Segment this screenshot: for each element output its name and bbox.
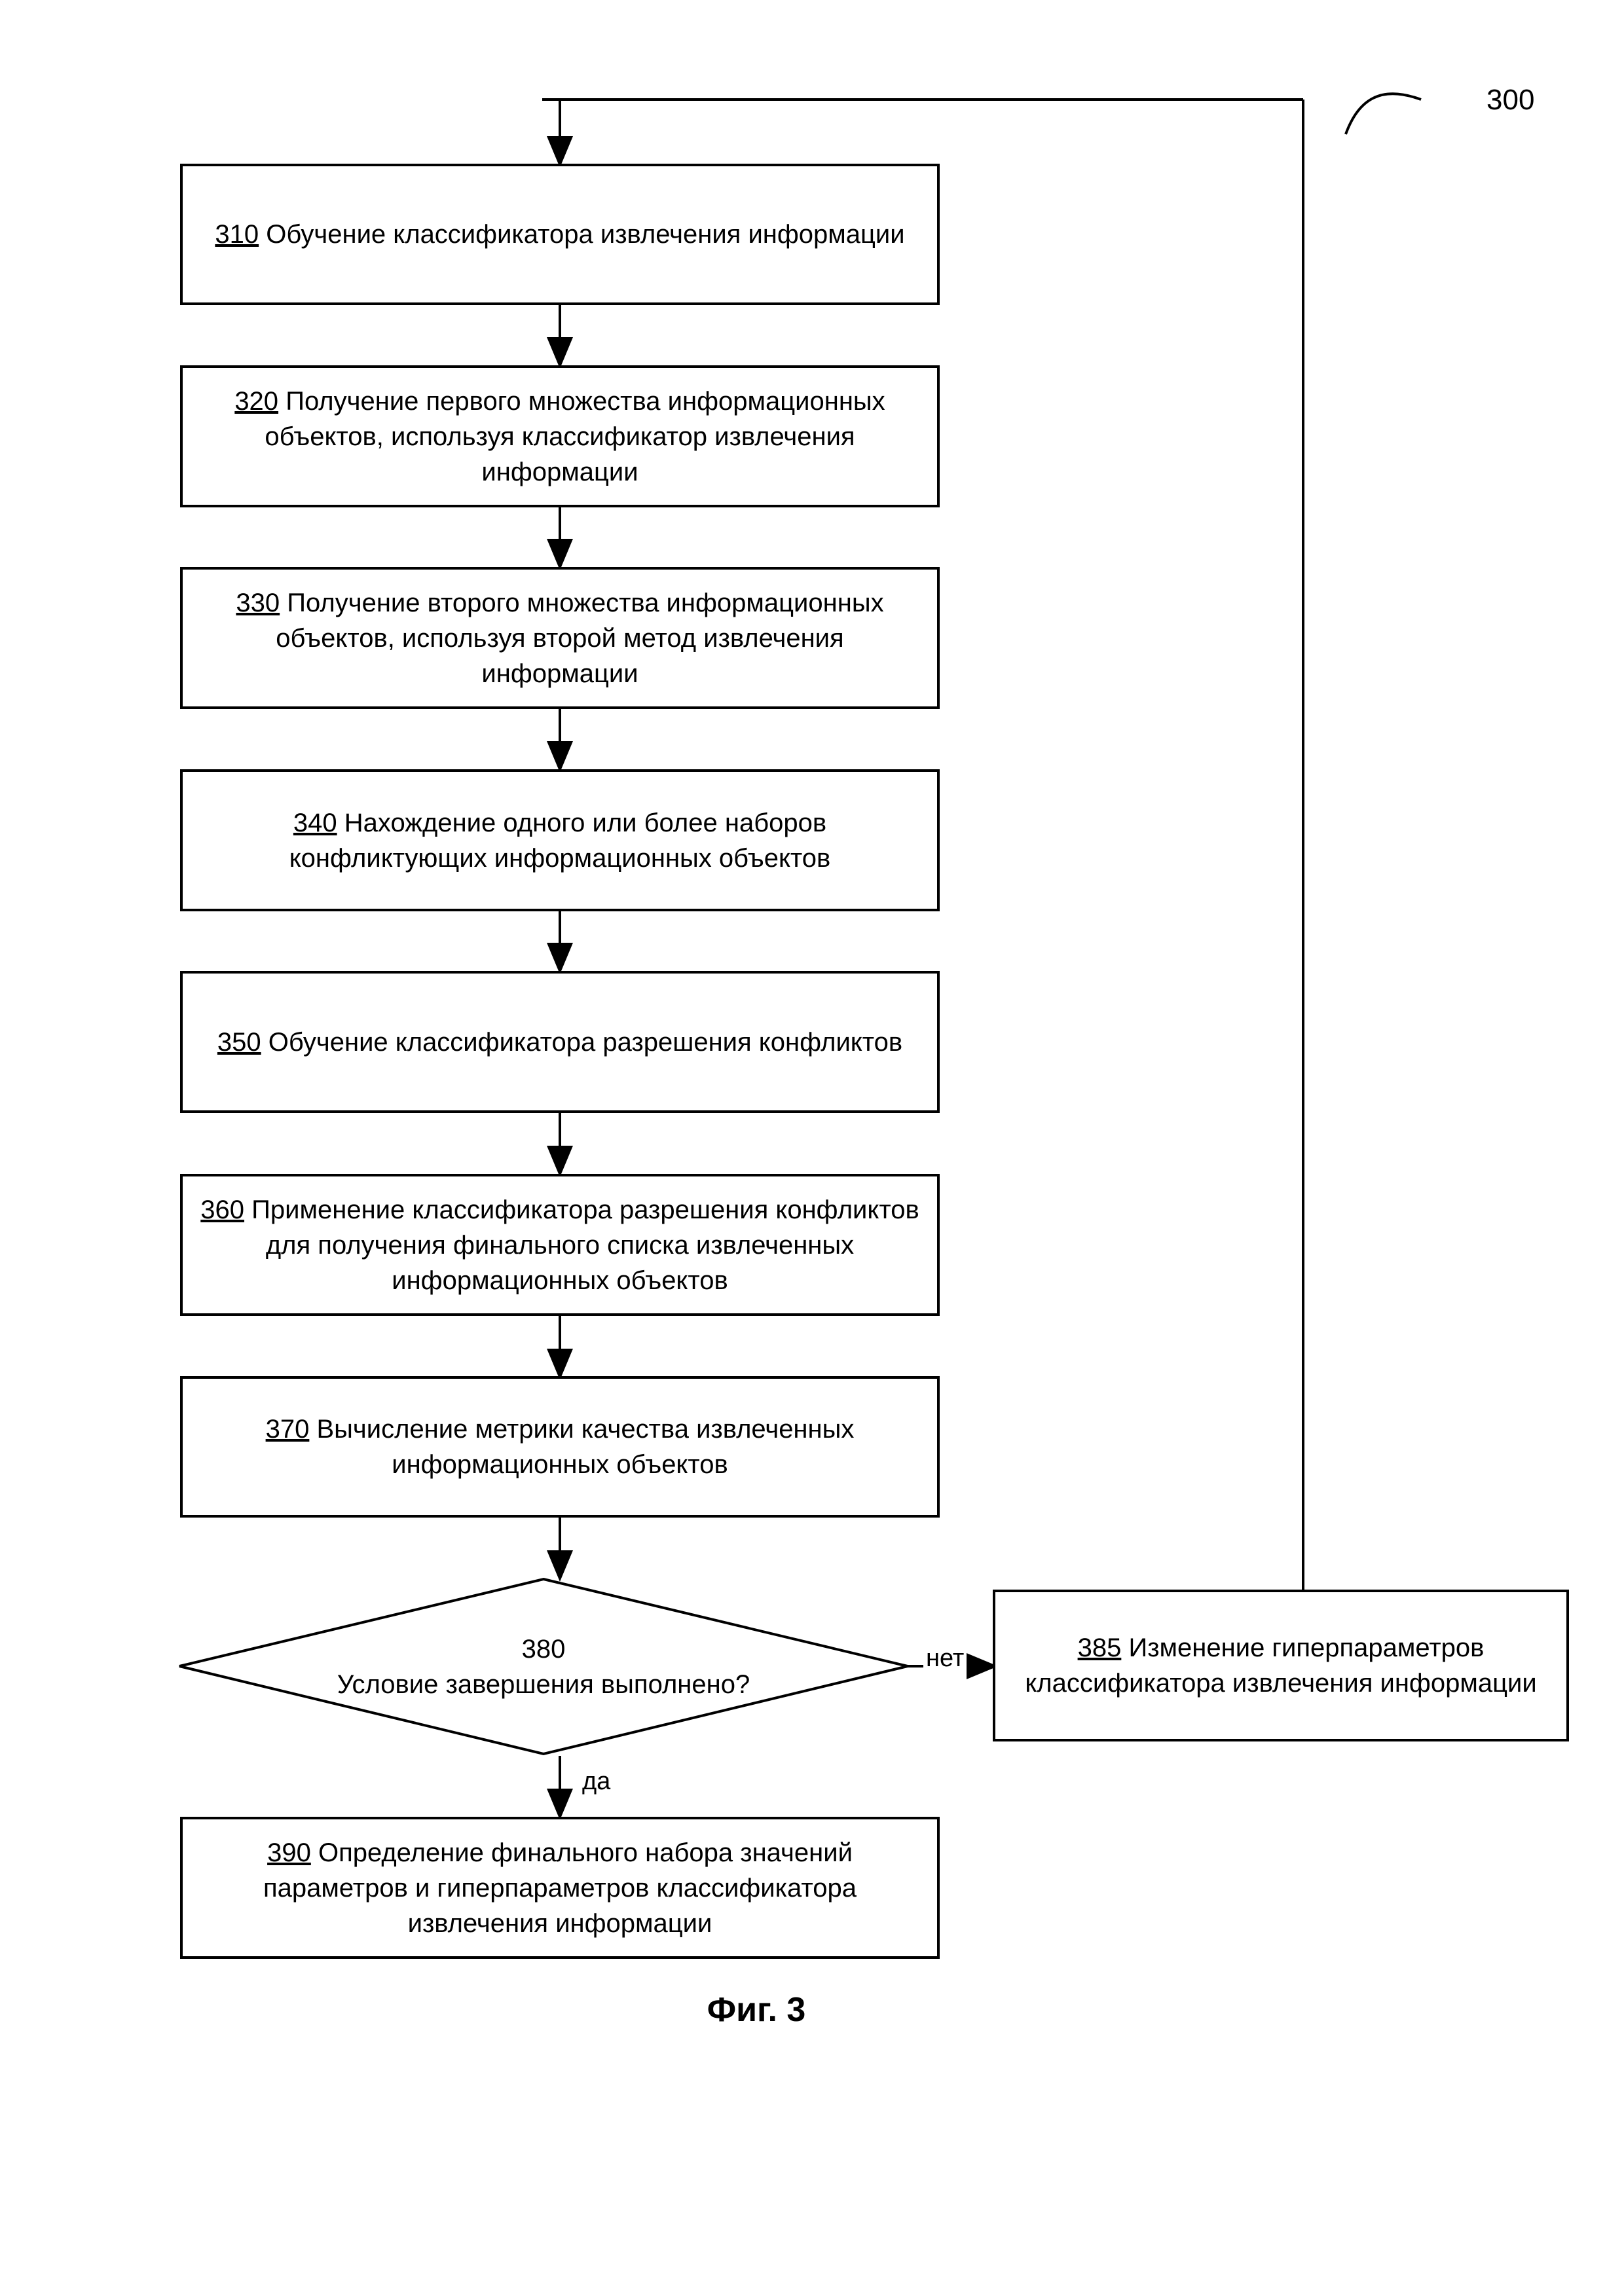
node-320-label: Получение первого множества информационных объектов, используя классификатор извлечения информации [265, 386, 885, 486]
process-node-390[interactable] [180, 1817, 940, 1959]
node-370-label: Вычисление метрики качества извлеченных информационных объектов [316, 1415, 855, 1479]
node-385-text [1007, 1630, 1555, 1701]
node-370-number: 370 [265, 1415, 310, 1444]
node-320-number: 320 [234, 386, 279, 416]
process-node-360[interactable] [180, 1174, 940, 1316]
node-360-text [194, 1192, 925, 1298]
node-380-number: 380 [521, 1634, 566, 1664]
process-node-350[interactable] [180, 971, 940, 1113]
node-385-label: Изменение гиперпараметров классификатора извлечения информации [1025, 1633, 1537, 1698]
node-330-text [194, 585, 925, 691]
node-370-text [194, 1412, 925, 1482]
node-390-number: 390 [267, 1838, 311, 1867]
node-340-text [194, 805, 925, 876]
node-360-label: Применение классификатора разрешения конфликтов для получения финального списка извлеченных информационных объектов [251, 1195, 919, 1295]
process-node-330[interactable] [180, 567, 940, 709]
node-340-number: 340 [293, 808, 337, 837]
edge-label-yes: да [580, 1768, 613, 1796]
node-330-label: Получение второго множества информационных объектов, используя второй метод извлечения информации [276, 588, 884, 688]
node-380-text [177, 1576, 910, 1757]
decision-node-380[interactable] [177, 1576, 910, 1757]
node-310-text [215, 217, 904, 252]
node-340-label: Нахождение одного или более наборов конфликтующих информационных объектов [289, 808, 831, 873]
node-310-number: 310 [215, 220, 259, 249]
process-node-320[interactable] [180, 365, 940, 507]
process-node-310[interactable] [180, 164, 940, 305]
node-310-label: Обучение классификатора извлечения информации [266, 220, 905, 249]
process-node-340[interactable] [180, 769, 940, 911]
reference-number-300: 300 [1486, 84, 1535, 116]
node-385-number: 385 [1077, 1633, 1122, 1662]
node-320-text [194, 384, 925, 490]
node-360-number: 360 [200, 1195, 245, 1224]
node-380-label: Условие завершения выполнено? [337, 1669, 750, 1699]
figure-caption: Фиг. 3 [707, 1991, 806, 2029]
node-350-number: 350 [217, 1027, 261, 1057]
node-350-text [217, 1025, 902, 1060]
node-330-number: 330 [236, 588, 280, 617]
edge-label-no: нет [923, 1645, 967, 1673]
node-350-label: Обучение классификатора разрешения конфликтов [268, 1027, 903, 1057]
node-390-label: Определение финального набора значений параметров и гиперпараметров классификатора извлечения информации [263, 1838, 857, 1938]
process-node-370[interactable] [180, 1376, 940, 1518]
node-390-text [194, 1835, 925, 1941]
process-node-385[interactable] [993, 1590, 1569, 1741]
